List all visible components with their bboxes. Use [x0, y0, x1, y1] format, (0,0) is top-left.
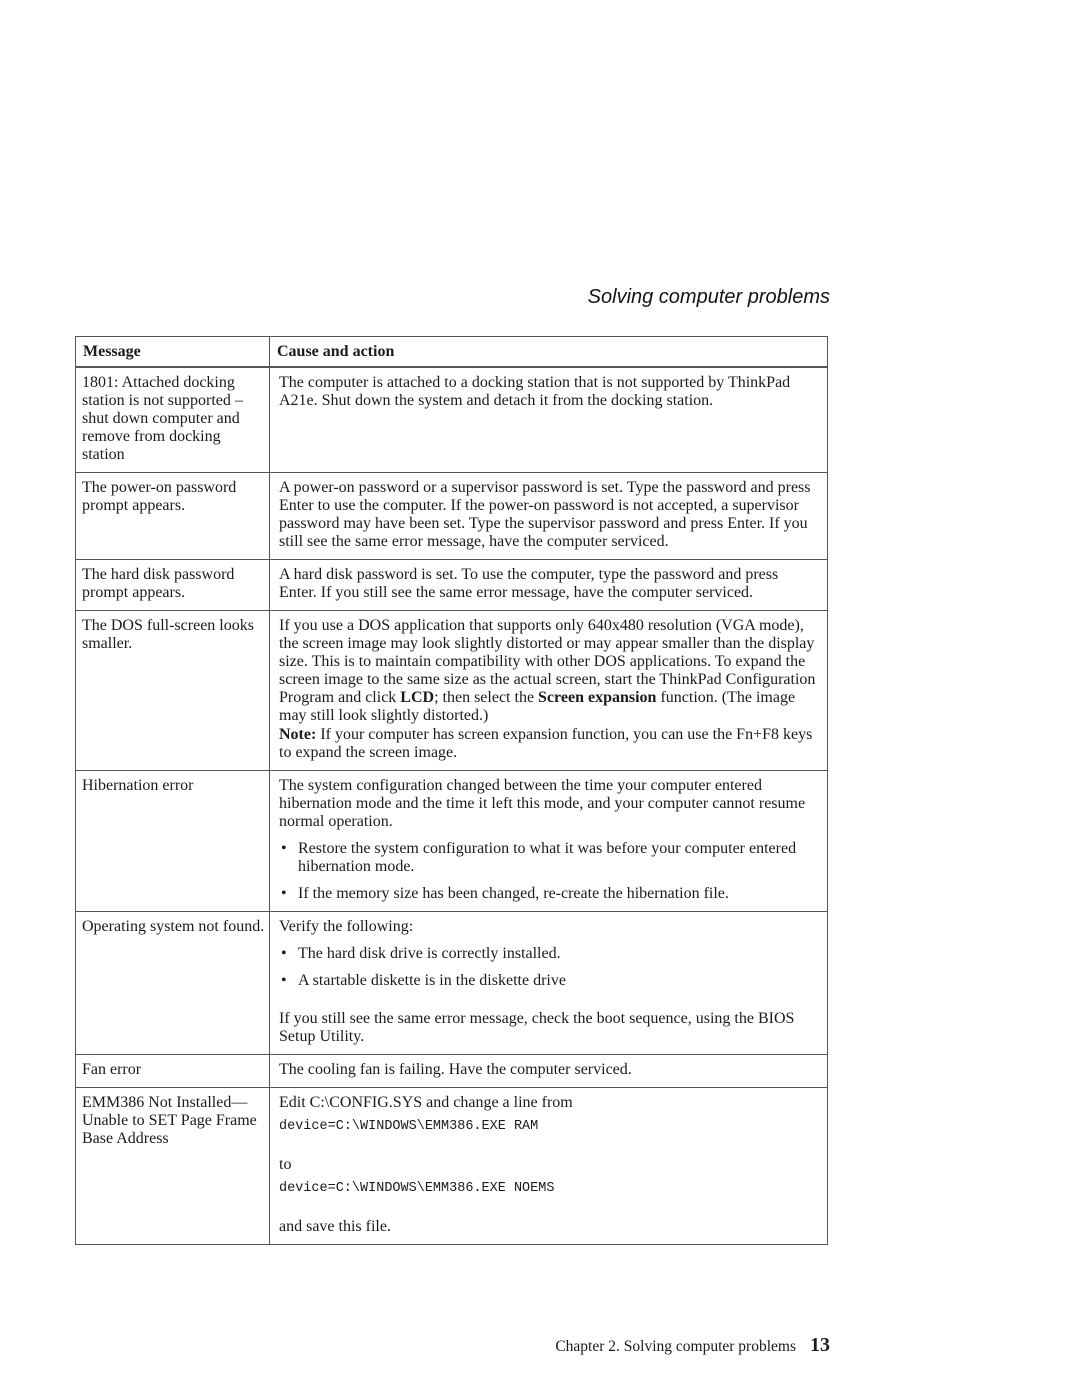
text-run: Edit C:\CONFIG.SYS and change a line from [279, 1094, 573, 1111]
bullet-item [279, 840, 819, 876]
message-cell: Operating system not found. [76, 912, 270, 1055]
paragraph [279, 1218, 819, 1236]
text-run: A hard disk password is set. To use the computer, type the password and press Enter. If you still see the same error message, have the computer serviced. [279, 566, 779, 601]
text-run: The cooling fan is failing. Have the computer serviced. [279, 1061, 632, 1078]
page-footer [555, 1334, 830, 1357]
table-row [76, 473, 828, 560]
text-run: If your computer has screen expansion function, you can use the Fn+F8 keys to expand the screen image. [279, 726, 813, 761]
cause-cell [270, 560, 828, 611]
table-body [76, 367, 828, 1245]
cause-cell [270, 367, 828, 473]
paragraph [279, 566, 819, 602]
cause-cell [270, 1088, 828, 1245]
table-row [76, 912, 828, 1055]
table-row [76, 1055, 828, 1088]
table-header-row [76, 337, 828, 368]
paragraph [279, 726, 819, 762]
cause-cell [270, 1055, 828, 1088]
footer-chapter-text: Chapter 2. Solving computer problems [555, 1338, 796, 1355]
bullet-item [279, 972, 819, 990]
column-header-message: Message [76, 337, 270, 368]
bullet-item [279, 885, 819, 903]
bullet-text [298, 885, 729, 903]
text-run: The hard disk drive is correctly installed. [298, 945, 561, 962]
text-run: Verify the following: [279, 918, 414, 935]
paragraph [279, 479, 819, 551]
text-run: A startable diskette is in the diskette drive [298, 972, 566, 989]
page-number: 13 [810, 1334, 830, 1356]
bold-text: LCD [400, 689, 435, 706]
bullet-icon: • [281, 972, 287, 989]
bullet-text [298, 972, 566, 990]
cause-cell [270, 473, 828, 560]
message-cell: 1801: Attached docking station is not supported – shut down computer and remove from docking station [76, 367, 270, 473]
text-run: A power-on password or a supervisor password is set. Type the password and press Enter to use the computer. If the power-on password is not accepted, a supervisor password may have been set. Type the supervisor password and press Enter. If you still see the same error message, have the computer serviced. [279, 479, 811, 550]
bullet-icon: • [281, 945, 287, 962]
text-run: function. (The image may still look slightly distorted.) [279, 689, 796, 724]
message-cell: Fan error [76, 1055, 270, 1088]
bullet-item [279, 945, 819, 963]
code-line: device=C:\WINDOWS\EMM386.EXE NOEMS [279, 1181, 555, 1196]
bold-text: Note: [279, 726, 317, 743]
paragraph [279, 1061, 819, 1079]
bullet-icon: • [281, 885, 287, 902]
text-run: If you use a DOS application that supports only 640x480 resolution (VGA mode), the screen image may look slightly distorted or may appear smaller than the display size. This is to maintain compatibility with other DOS applications. To expand the screen image to the same size as the actual screen, start the ThinkPad Configuration Program and click [279, 617, 816, 706]
page-title: Solving computer problems [587, 286, 830, 308]
text-run: If the memory size has been changed, re-create the hibernation file. [298, 885, 729, 902]
bullet-text [298, 840, 819, 876]
paragraph [279, 918, 819, 936]
message-cell: Hibernation error [76, 771, 270, 912]
text-run: The system configuration changed between the time your computer entered hibernation mode and the time it left this mode, and your computer cannot resume normal operation. [279, 777, 806, 830]
paragraph [279, 1010, 819, 1046]
table-row [76, 611, 828, 771]
message-cell: EMM386 Not Installed—Unable to SET Page Frame Base Address [76, 1088, 270, 1245]
table-row [76, 367, 828, 473]
message-cell: The DOS full-screen looks smaller. [76, 611, 270, 771]
bold-text: Screen expansion [538, 689, 657, 706]
text-run: to [279, 1156, 292, 1173]
paragraph [279, 617, 819, 725]
table-header [76, 337, 828, 368]
text-run: ; then select the [434, 689, 539, 706]
cause-cell [270, 771, 828, 912]
paragraph [279, 1094, 819, 1112]
paragraph [279, 777, 819, 831]
cause-cell [270, 611, 828, 771]
column-header-cause: Cause and action [270, 337, 828, 368]
table-row [76, 771, 828, 912]
message-cell: The power-on password prompt appears. [76, 473, 270, 560]
message-cell: The hard disk password prompt appears. [76, 560, 270, 611]
cause-cell [270, 912, 828, 1055]
text-run: Restore the system configuration to what it was before your computer entered hibernation mode. [298, 840, 797, 875]
paragraph [279, 374, 819, 410]
problems-table [75, 336, 828, 1245]
paragraph [279, 1156, 819, 1174]
table-row [76, 560, 828, 611]
text-run: and save this file. [279, 1218, 391, 1235]
bullet-text [298, 945, 561, 963]
code-line: device=C:\WINDOWS\EMM386.EXE RAM [279, 1119, 539, 1134]
bullet-icon: • [281, 840, 287, 857]
text-run: The computer is attached to a docking station that is not supported by ThinkPad A21e. Shut down the system and detach it from the docking station. [279, 374, 791, 409]
table-row [76, 1088, 828, 1245]
text-run: If you still see the same error message, check the boot sequence, using the BIOS Setup Utility. [279, 1010, 795, 1045]
